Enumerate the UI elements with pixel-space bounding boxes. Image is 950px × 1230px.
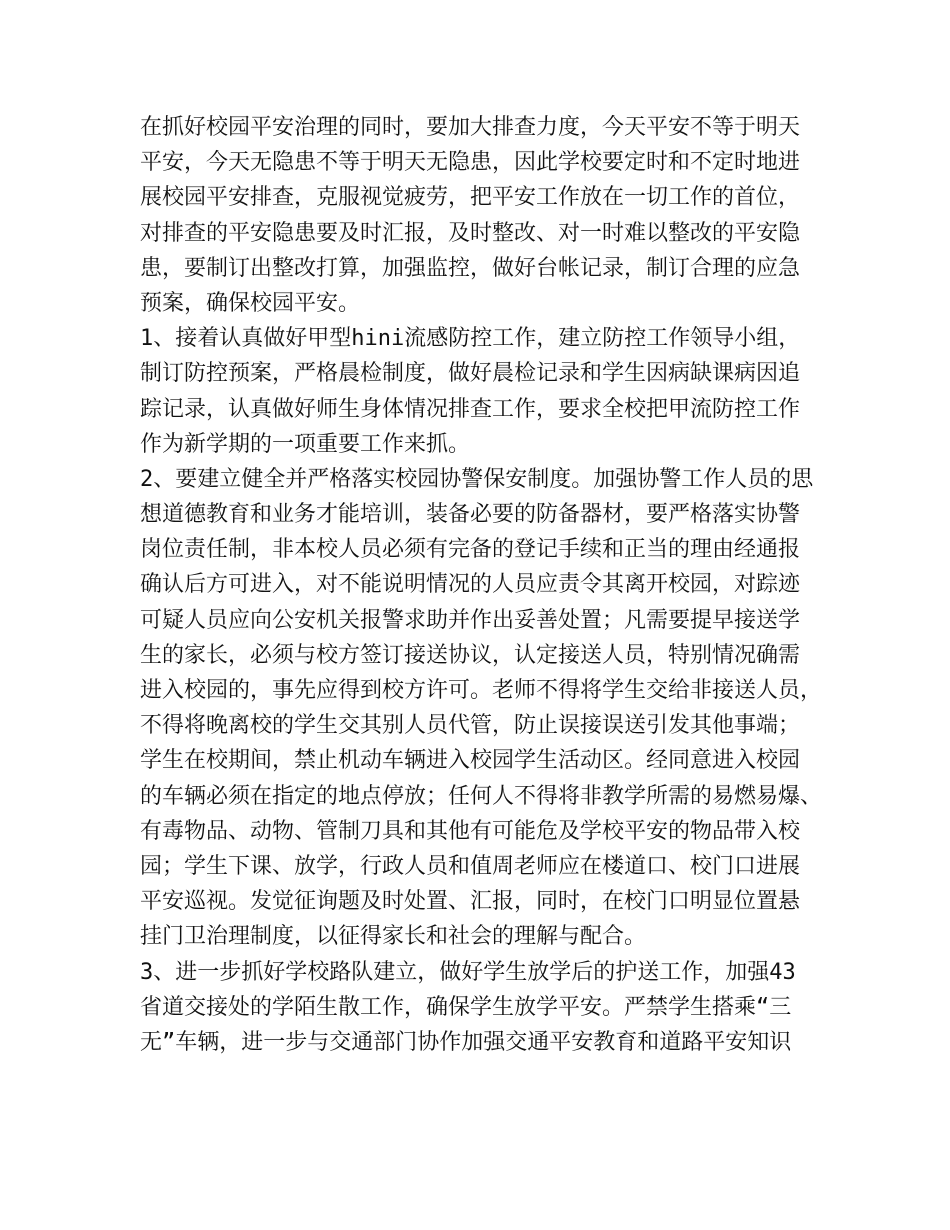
text-line: 1、接着认真做好甲型hini流感防控工作，建立防控工作领导小组，: [140, 326, 801, 352]
text-line: 省道交接处的学陌生散工作，确保学生放学平安。严禁学生搭乘“三: [140, 994, 792, 1020]
text-line: 展校园平安排查，克服视觉疲劳，把平安工作放在一切工作的首位，: [140, 185, 801, 211]
text-line: 有毒物品、动物、管制刀具和其他有可能危及学校平安的物品带入校: [140, 818, 801, 844]
document-body: [140, 110, 830, 1060]
text-line: 踪记录，认真做好师生身体情况排查工作，要求全校把甲流防控工作: [140, 396, 801, 422]
text-line: 2、要建立健全并严格落实校园协警保安制度。加强协警工作人员的思: [140, 466, 814, 492]
text-line: 学生在校期间，禁止机动车辆进入校园学生活动区。经同意进入校园: [140, 748, 801, 774]
text-line: 对排查的平安隐患要及时汇报，及时整改、对一时难以整改的平安隐: [140, 220, 801, 246]
text-line: 不得将晚离校的学生交其别人员代管，防止误接误送引发其他事端；: [140, 713, 801, 739]
text-line: 制订防控预案，严格晨检制度，做好晨检记录和学生因病缺课病因追: [140, 361, 801, 387]
text-line: 确认后方可进入，对不能说明情况的人员应责令其离开校园，对踪迹: [140, 572, 801, 598]
text-line: 无”车辆，进一步与交通部门协作加强交通平安教育和道路平安知识: [140, 1029, 792, 1055]
text-line: 预案，确保校园平安。: [140, 290, 361, 316]
text-line: 想道德教育和业务才能培训，装备必要的防备器材，要严格落实协警: [140, 502, 801, 528]
text-line: 岗位责任制，非本校人员必须有完备的登记手续和正当的理由经通报: [140, 537, 801, 563]
text-line: 3、进一步抓好学校路队建立，做好学生放学后的护送工作，加强43: [140, 959, 796, 985]
text-line: 作为新学期的一项重要工作来抓。: [140, 431, 471, 457]
text-line: 可疑人员应向公安机关报警求助并作出妥善处置；凡需要提早接送学: [140, 607, 801, 633]
text-line: 患，要制订出整改打算，加强监控，做好台帐记录，制订合理的应急: [140, 255, 801, 281]
text-line: 平安，今天无隐患不等于明天无隐患，因此学校要定时和不定时地进: [140, 150, 801, 176]
text-line: 在抓好校园平安治理的同时，要加大排查力度，今天平安不等于明天: [140, 115, 801, 140]
text-line: 生的家长，必须与校方签订接送协议，认定接送人员，特别情况确需: [140, 642, 801, 668]
text-line: 的车辆必须在指定的地点停放；任何人不得将非教学所需的易燃易爆、: [140, 783, 823, 809]
text-line: 进入校园的，事先应得到校方许可。老师不得将学生交给非接送人员，: [140, 678, 823, 703]
text-line: 平安巡视。发觉征询题及时处置、汇报，同时，在校门口明显位置悬: [140, 889, 801, 915]
text-line: 挂门卫治理制度，以征得家长和社会的理解与配合。: [140, 924, 647, 950]
text-line: 园；学生下课、放学，行政人员和值周老师应在楼道口、校门口进展: [140, 853, 801, 879]
